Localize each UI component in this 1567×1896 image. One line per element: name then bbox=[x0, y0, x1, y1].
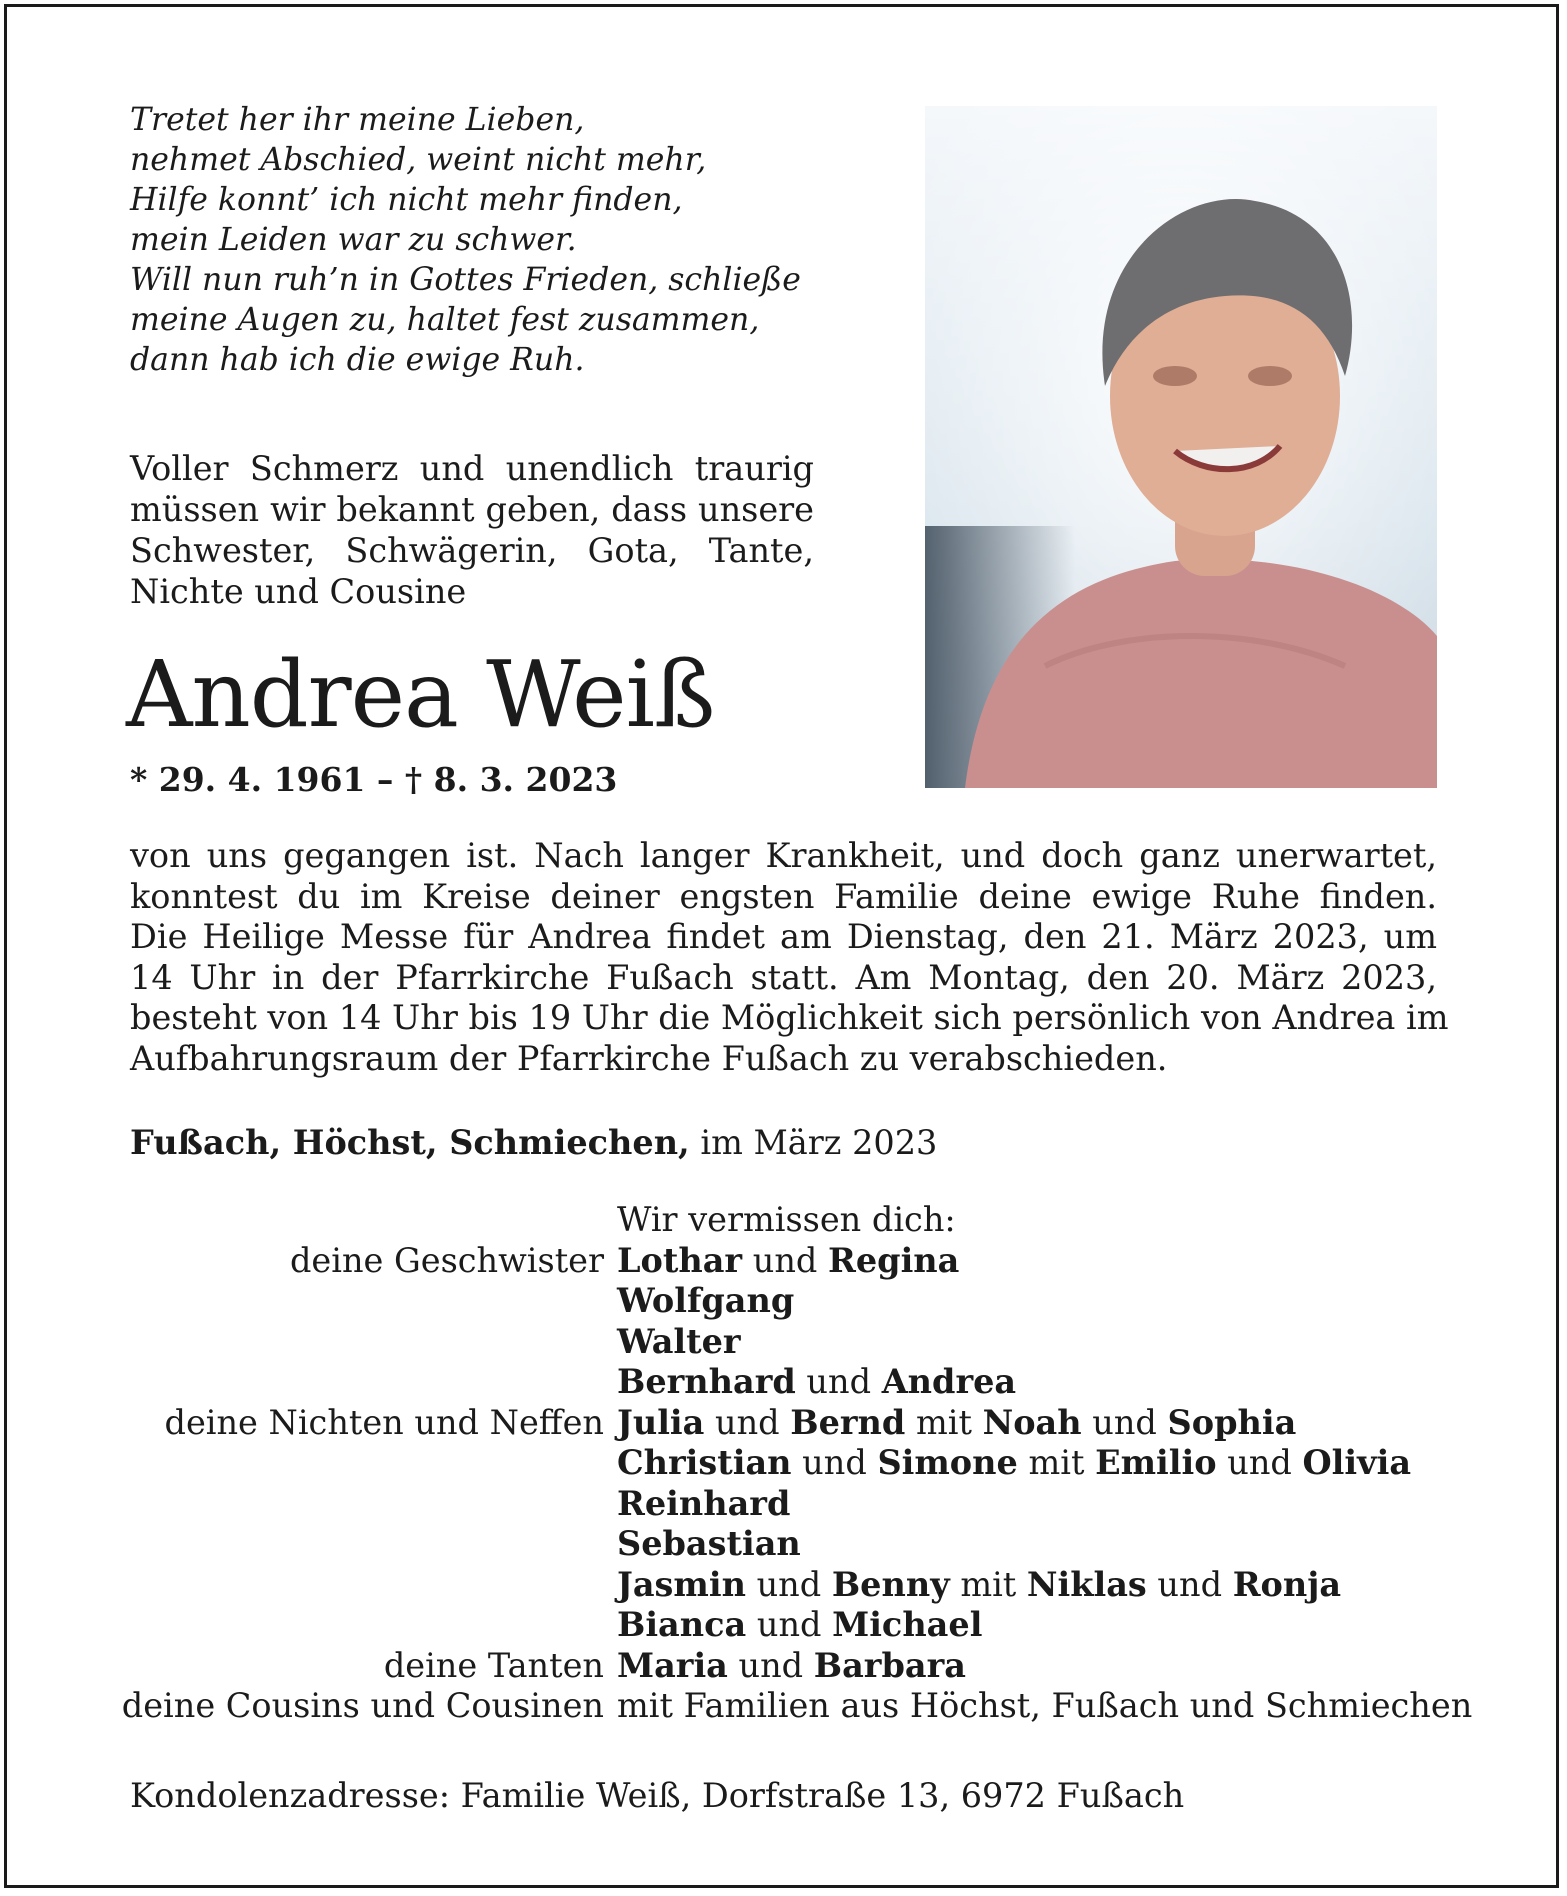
survivor-row bbox=[0, 1241, 1567, 1282]
poem-line: meine Augen zu, haltet fest zusammen, bbox=[130, 302, 760, 338]
survivor-row bbox=[0, 1362, 1567, 1403]
connector-text: und bbox=[727, 1645, 814, 1685]
connector-text: und bbox=[745, 1564, 832, 1604]
survivor-name: Walter bbox=[617, 1321, 741, 1361]
body-line: besteht von 14 Uhr bis 19 Uhr die Möglichkeit sich persönlich von Andrea im bbox=[130, 998, 1449, 1037]
portrait-photo bbox=[925, 106, 1437, 788]
survivor-name: Sebastian bbox=[617, 1524, 801, 1563]
survivor-name: Reinhard bbox=[617, 1483, 791, 1523]
survivor-name: Maria bbox=[617, 1645, 728, 1685]
survivor-row bbox=[0, 1322, 1567, 1363]
connector-text: und bbox=[704, 1402, 791, 1442]
survivor-name: Lothar bbox=[617, 1240, 743, 1280]
poem-line: mein Leiden war zu schwer. bbox=[130, 222, 577, 258]
survivor-names bbox=[617, 1605, 982, 1646]
survivor-names bbox=[617, 1281, 794, 1322]
survivor-name: Regina bbox=[828, 1240, 960, 1280]
relation-label: deine Nichten und Neffen bbox=[164, 1402, 604, 1442]
survivor-name: Bernd bbox=[790, 1402, 906, 1442]
poem-line: Tretet her ihr meine Lieben, bbox=[130, 102, 585, 138]
connector-text: mit Familien aus Höchst, Fußach und Schmiechen bbox=[617, 1686, 1473, 1725]
body-line: Aufbahrungsraum der Pfarrkirche Fußach zu verabschieden. bbox=[130, 1038, 1168, 1078]
survivor-name: Jasmin bbox=[617, 1564, 746, 1604]
survivor-names bbox=[617, 1322, 741, 1363]
poem bbox=[130, 100, 830, 380]
survivor-row bbox=[0, 1484, 1567, 1525]
survivor-name: Olivia bbox=[1302, 1443, 1412, 1482]
connector-text: und bbox=[742, 1240, 828, 1280]
relation-label: deine Cousins und Cousinen bbox=[121, 1686, 604, 1725]
relation-label: deine Geschwister bbox=[289, 1240, 604, 1280]
place-date: im März 2023 bbox=[700, 1123, 938, 1162]
poem-line: Will nun ruh’n in Gottes Frieden, schließe bbox=[130, 262, 801, 298]
connector-text: mit bbox=[1017, 1443, 1096, 1482]
place-and-date bbox=[130, 1123, 937, 1162]
survivor-names bbox=[617, 1443, 1411, 1484]
connector-text: und bbox=[746, 1605, 833, 1644]
condolence-address: Kondolenzadresse: Familie Weiß, Dorfstraße 13, 6972 Fußach bbox=[130, 1776, 1185, 1815]
survivor-names bbox=[617, 1646, 966, 1687]
body-line: Die Heilige Messe für Andrea findet am Dienstag, den 21. März 2023, um bbox=[130, 917, 1437, 956]
survivor-name: Simone bbox=[877, 1443, 1018, 1482]
survivors-heading-row bbox=[0, 1200, 1567, 1241]
survivor-names bbox=[617, 1362, 1016, 1403]
survivor-name: Noah bbox=[982, 1402, 1082, 1442]
announcement-body bbox=[130, 836, 1449, 1079]
survivor-name: Michael bbox=[832, 1605, 983, 1644]
intro-line: Voller Schmerz und unendlich traurig bbox=[130, 449, 814, 488]
survivor-name: Bernhard bbox=[617, 1362, 796, 1401]
survivor-row bbox=[0, 1605, 1567, 1646]
survivor-row bbox=[0, 1403, 1567, 1444]
survivors-heading: Wir vermissen dich: bbox=[617, 1200, 956, 1239]
survivor-row bbox=[0, 1443, 1567, 1484]
body-line: von uns gegangen ist. Nach langer Krankheit, und doch ganz unerwartet, bbox=[130, 836, 1437, 875]
survivor-row bbox=[0, 1646, 1567, 1687]
survivor-names bbox=[617, 1686, 1472, 1727]
connector-text: mit bbox=[905, 1402, 983, 1442]
intro-text bbox=[130, 448, 814, 612]
body-line: konntest du im Kreise deiner engsten Familie deine ewige Ruhe finden. bbox=[130, 876, 1437, 916]
poem-line: nehmet Abschied, weint nicht mehr, bbox=[130, 142, 707, 178]
connector-text: und bbox=[791, 1443, 878, 1482]
survivor-names bbox=[617, 1403, 1296, 1444]
survivor-row bbox=[0, 1686, 1567, 1727]
survivor-name: Sophia bbox=[1167, 1402, 1297, 1442]
survivor-row bbox=[0, 1524, 1567, 1565]
survivor-name: Andrea bbox=[881, 1362, 1017, 1401]
life-dates: * 29. 4. 1961 – † 8. 3. 2023 bbox=[130, 760, 618, 799]
survivor-name: Julia bbox=[617, 1402, 705, 1442]
survivor-row bbox=[0, 1281, 1567, 1322]
connector-text: und bbox=[1216, 1443, 1303, 1482]
connector-text: und bbox=[1146, 1564, 1233, 1604]
survivor-name: Barbara bbox=[813, 1645, 966, 1685]
poem-line: Hilfe konnt’ ich nicht mehr finden, bbox=[130, 182, 683, 218]
connector-text: und bbox=[1081, 1402, 1168, 1442]
survivor-name: Benny bbox=[831, 1564, 950, 1604]
connector-text: mit bbox=[949, 1564, 1027, 1604]
survivor-name: Christian bbox=[617, 1443, 792, 1482]
place-towns: Fußach, Höchst, Schmiechen, bbox=[130, 1123, 690, 1162]
survivor-names bbox=[617, 1484, 790, 1525]
intro-line: Nichte und Cousine bbox=[130, 572, 467, 611]
poem-line: dann hab ich die ewige Ruh. bbox=[130, 342, 585, 378]
survivor-names bbox=[617, 1241, 959, 1282]
connector-text: und bbox=[795, 1362, 882, 1401]
intro-line: müssen wir bekannt geben, dass unsere bbox=[130, 490, 814, 529]
survivor-name: Bianca bbox=[617, 1605, 747, 1644]
survivor-name: Ronja bbox=[1232, 1564, 1342, 1604]
survivor-name: Niklas bbox=[1026, 1564, 1147, 1604]
deceased-name: Andrea Weiß bbox=[126, 641, 715, 748]
survivors-list bbox=[0, 1200, 1567, 1727]
survivor-name: Wolfgang bbox=[617, 1281, 795, 1320]
relation-label: deine Tanten bbox=[383, 1645, 604, 1685]
intro-line: Schwester, Schwägerin, Gota, Tante, bbox=[130, 531, 814, 570]
survivor-row bbox=[0, 1565, 1567, 1606]
survivor-name: Emilio bbox=[1095, 1443, 1217, 1482]
body-line: 14 Uhr in der Pfarrkirche Fußach statt. Am Montag, den 20. März 2023, bbox=[130, 957, 1437, 997]
survivor-names bbox=[617, 1565, 1341, 1606]
survivor-names bbox=[617, 1524, 801, 1565]
